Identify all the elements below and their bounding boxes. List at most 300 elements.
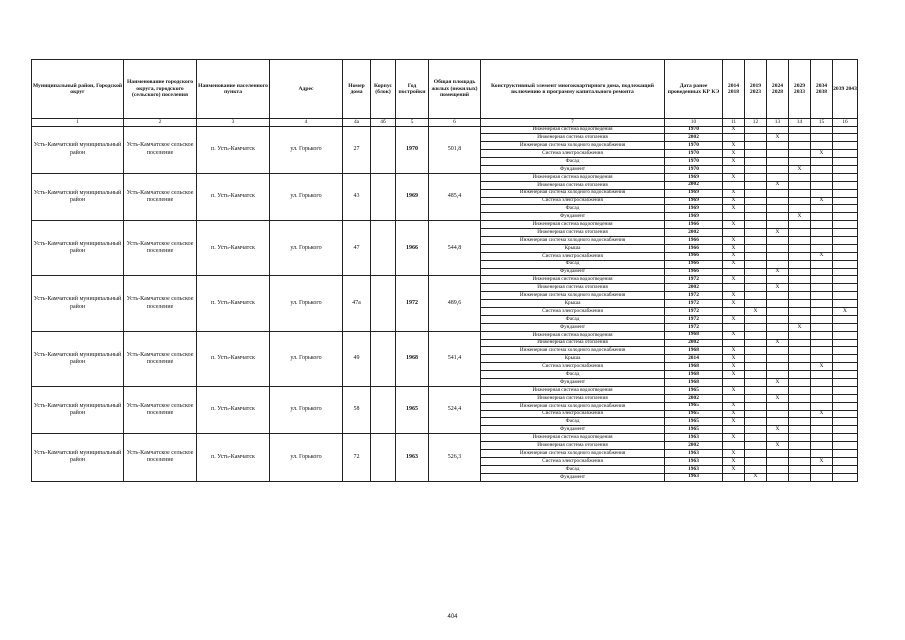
- house-number-cell: 43: [343, 173, 371, 220]
- period-mark-cell: [811, 323, 833, 331]
- repair-date-cell: 1966: [665, 252, 723, 260]
- repair-date-cell: 2014: [665, 355, 723, 363]
- header-period: 2034 2038: [811, 60, 833, 119]
- period-mark-cell: [811, 244, 833, 252]
- period-mark-cell: [789, 418, 811, 426]
- period-mark-cell: [811, 465, 833, 473]
- header-settlement: Наименование городского округа, городского (сельского) поселения: [124, 60, 197, 119]
- period-mark-cell: [833, 300, 858, 308]
- period-mark-cell: [811, 473, 833, 481]
- period-mark-cell: [833, 292, 858, 300]
- block-cell: [371, 331, 396, 386]
- period-mark-cell: [767, 434, 789, 442]
- period-mark-cell: [767, 418, 789, 426]
- period-mark-cell: Х: [723, 465, 745, 473]
- period-mark-cell: [745, 434, 767, 442]
- period-mark-cell: Х: [723, 189, 745, 197]
- period-mark-cell: Х: [723, 386, 745, 394]
- period-mark-cell: [767, 189, 789, 197]
- table-row: [32, 126, 858, 134]
- element-name-cell: Инженерная система отопления: [481, 181, 665, 189]
- period-mark-cell: [745, 213, 767, 221]
- element-name-cell: Инженерная система водоотведения: [481, 434, 665, 442]
- element-name-cell: Крыша: [481, 355, 665, 363]
- column-number: 1: [32, 119, 124, 127]
- table-row: [32, 221, 858, 229]
- period-mark-cell: Х: [767, 134, 789, 142]
- street-cell: ул. Горького: [270, 221, 343, 276]
- period-mark-cell: [767, 331, 789, 339]
- period-mark-cell: [811, 402, 833, 410]
- period-mark-cell: [833, 126, 858, 134]
- period-mark-cell: [833, 450, 858, 458]
- period-mark-cell: [833, 426, 858, 434]
- element-name-cell: Инженерная система водоотведения: [481, 386, 665, 394]
- period-mark-cell: [811, 339, 833, 347]
- header-area: Общая площадь жилых (нежилых) помещений: [429, 60, 481, 119]
- table-row: [32, 331, 858, 339]
- period-mark-cell: [833, 276, 858, 284]
- period-mark-cell: Х: [723, 150, 745, 158]
- district-cell: Усть-Камчатский муниципальный район: [32, 126, 124, 173]
- period-mark-cell: Х: [767, 442, 789, 450]
- header-block: Корпус (блок): [371, 60, 396, 119]
- element-name-cell: Система электроснабжения: [481, 252, 665, 260]
- period-mark-cell: [767, 197, 789, 205]
- repair-date-cell: 1968: [665, 331, 723, 339]
- period-mark-cell: [811, 450, 833, 458]
- period-mark-cell: [723, 307, 745, 315]
- header-period: 2024 2028: [767, 60, 789, 119]
- district-cell: Усть-Камчатский муниципальный район: [32, 173, 124, 220]
- period-mark-cell: [811, 300, 833, 308]
- period-mark-cell: [745, 244, 767, 252]
- period-mark-cell: [745, 379, 767, 387]
- period-mark-cell: [767, 150, 789, 158]
- period-mark-cell: [767, 355, 789, 363]
- repair-date-cell: 2002: [665, 339, 723, 347]
- period-mark-cell: [789, 442, 811, 450]
- period-mark-cell: [833, 465, 858, 473]
- house-number-cell: 58: [343, 386, 371, 433]
- period-mark-cell: [789, 450, 811, 458]
- period-mark-cell: [833, 244, 858, 252]
- settlement-cell: Усть-Камчатское сельское поселение: [124, 173, 197, 220]
- period-mark-cell: [745, 268, 767, 276]
- period-mark-cell: Х: [767, 229, 789, 237]
- period-mark-cell: [833, 315, 858, 323]
- period-mark-cell: [789, 236, 811, 244]
- element-name-cell: Инженерная система отопления: [481, 442, 665, 450]
- repair-date-cell: 2002: [665, 134, 723, 142]
- repair-date-cell: 1965: [665, 386, 723, 394]
- column-number: 4а: [343, 119, 371, 127]
- column-number: 5: [396, 119, 429, 127]
- element-name-cell: Инженерная система холодного водоснабжения: [481, 347, 665, 355]
- period-mark-cell: [811, 331, 833, 339]
- house-number-cell: 47а: [343, 276, 371, 331]
- period-mark-cell: Х: [745, 307, 767, 315]
- period-mark-cell: [767, 410, 789, 418]
- period-mark-cell: Х: [833, 307, 858, 315]
- period-mark-cell: [833, 205, 858, 213]
- period-mark-cell: [811, 426, 833, 434]
- element-name-cell: Инженерная система водоотведения: [481, 173, 665, 181]
- period-mark-cell: [811, 236, 833, 244]
- period-mark-cell: [833, 339, 858, 347]
- period-mark-cell: [767, 300, 789, 308]
- period-mark-cell: [745, 165, 767, 173]
- period-mark-cell: [745, 315, 767, 323]
- element-name-cell: Фундамент: [481, 379, 665, 387]
- period-mark-cell: Х: [723, 371, 745, 379]
- element-name-cell: Фасад: [481, 260, 665, 268]
- period-mark-cell: [745, 426, 767, 434]
- period-mark-cell: [833, 268, 858, 276]
- period-mark-cell: Х: [723, 221, 745, 229]
- period-mark-cell: [833, 457, 858, 465]
- settlement-cell: Усть-Камчатское сельское поселение: [124, 276, 197, 331]
- period-mark-cell: [789, 300, 811, 308]
- period-mark-cell: [811, 379, 833, 387]
- period-mark-cell: [767, 315, 789, 323]
- element-name-cell: Инженерная система холодного водоснабжения: [481, 402, 665, 410]
- element-name-cell: Система электроснабжения: [481, 150, 665, 158]
- repair-date-cell: 1968: [665, 379, 723, 387]
- column-number-row: [32, 119, 858, 127]
- header-year: Год постройки: [396, 60, 429, 119]
- period-mark-cell: [789, 465, 811, 473]
- period-mark-cell: [833, 394, 858, 402]
- period-mark-cell: Х: [767, 284, 789, 292]
- element-name-cell: Инженерная система водоотведения: [481, 126, 665, 134]
- header-period: 2029 2033: [789, 60, 811, 119]
- element-name-cell: Инженерная система холодного водоснабжения: [481, 236, 665, 244]
- period-mark-cell: [833, 473, 858, 481]
- period-mark-cell: Х: [723, 173, 745, 181]
- period-mark-cell: [767, 386, 789, 394]
- period-mark-cell: Х: [723, 402, 745, 410]
- period-mark-cell: [833, 347, 858, 355]
- column-number: 12: [745, 119, 767, 127]
- year-cell: 1970: [396, 126, 429, 173]
- period-mark-cell: [745, 402, 767, 410]
- period-mark-cell: [833, 229, 858, 237]
- period-mark-cell: [767, 205, 789, 213]
- period-mark-cell: [723, 284, 745, 292]
- period-mark-cell: [833, 165, 858, 173]
- period-mark-cell: [767, 457, 789, 465]
- district-cell: Усть-Камчатский муниципальный район: [32, 221, 124, 276]
- period-mark-cell: [745, 229, 767, 237]
- repair-date-cell: 2002: [665, 181, 723, 189]
- period-mark-cell: [745, 236, 767, 244]
- area-cell: 485,4: [429, 173, 481, 220]
- repair-date-cell: 1970: [665, 165, 723, 173]
- period-mark-cell: [745, 142, 767, 150]
- block-cell: [371, 276, 396, 331]
- repair-date-cell: 1972: [665, 292, 723, 300]
- page-number: 404: [447, 614, 458, 620]
- column-number: 3: [197, 119, 270, 127]
- period-mark-cell: [811, 158, 833, 166]
- period-mark-cell: [767, 402, 789, 410]
- period-mark-cell: Х: [723, 434, 745, 442]
- period-mark-cell: Х: [789, 213, 811, 221]
- street-cell: ул. Горького: [270, 173, 343, 220]
- period-mark-cell: [833, 434, 858, 442]
- period-mark-cell: [723, 473, 745, 481]
- period-mark-cell: Х: [723, 126, 745, 134]
- element-name-cell: Инженерная система водоотведения: [481, 221, 665, 229]
- period-mark-cell: Х: [723, 205, 745, 213]
- period-mark-cell: [833, 355, 858, 363]
- period-mark-cell: [723, 229, 745, 237]
- element-name-cell: Инженерная система водоотведения: [481, 276, 665, 284]
- period-mark-cell: [767, 276, 789, 284]
- repair-date-cell: 1963: [665, 450, 723, 458]
- period-mark-cell: [745, 457, 767, 465]
- element-name-cell: Инженерная система водоотведения: [481, 331, 665, 339]
- element-name-cell: Инженерная система отопления: [481, 134, 665, 142]
- period-mark-cell: [811, 418, 833, 426]
- period-mark-cell: [789, 347, 811, 355]
- period-mark-cell: [723, 394, 745, 402]
- repair-date-cell: 1969: [665, 173, 723, 181]
- period-mark-cell: [811, 173, 833, 181]
- column-number: 13: [767, 119, 789, 127]
- period-mark-cell: [723, 379, 745, 387]
- period-mark-cell: [811, 315, 833, 323]
- period-mark-cell: [811, 371, 833, 379]
- period-mark-cell: [811, 221, 833, 229]
- period-mark-cell: Х: [723, 300, 745, 308]
- element-name-cell: Инженерная система холодного водоснабжения: [481, 292, 665, 300]
- element-name-cell: Система электроснабжения: [481, 363, 665, 371]
- period-mark-cell: [789, 244, 811, 252]
- element-name-cell: Инженерная система холодного водоснабжения: [481, 450, 665, 458]
- period-mark-cell: [767, 473, 789, 481]
- period-mark-cell: [789, 181, 811, 189]
- block-cell: [371, 126, 396, 173]
- period-mark-cell: [833, 284, 858, 292]
- period-mark-cell: [789, 221, 811, 229]
- repair-date-cell: 1969: [665, 197, 723, 205]
- period-mark-cell: [745, 339, 767, 347]
- repair-date-cell: 1970: [665, 150, 723, 158]
- column-number: 4б: [371, 119, 396, 127]
- period-mark-cell: [789, 339, 811, 347]
- element-name-cell: Инженерная система холодного водоснабжения: [481, 189, 665, 197]
- column-number: 6: [429, 119, 481, 127]
- element-name-cell: Фундамент: [481, 268, 665, 276]
- period-mark-cell: Х: [811, 252, 833, 260]
- repair-date-cell: 2002: [665, 394, 723, 402]
- period-mark-cell: [745, 347, 767, 355]
- area-cell: 501,8: [429, 126, 481, 173]
- period-mark-cell: [789, 205, 811, 213]
- period-mark-cell: [789, 292, 811, 300]
- period-mark-cell: [745, 173, 767, 181]
- period-mark-cell: [789, 379, 811, 387]
- element-name-cell: Фасад: [481, 465, 665, 473]
- column-number: 2: [124, 119, 197, 127]
- element-name-cell: Фундамент: [481, 165, 665, 173]
- period-mark-cell: [745, 205, 767, 213]
- period-mark-cell: [745, 418, 767, 426]
- period-mark-cell: [767, 126, 789, 134]
- period-mark-cell: [745, 189, 767, 197]
- period-mark-cell: [723, 323, 745, 331]
- repair-date-cell: 1969: [665, 213, 723, 221]
- year-cell: 1966: [396, 221, 429, 276]
- period-mark-cell: [833, 197, 858, 205]
- street-cell: ул. Горького: [270, 386, 343, 433]
- column-number: 16: [833, 119, 858, 127]
- period-mark-cell: [723, 268, 745, 276]
- period-mark-cell: [833, 173, 858, 181]
- repair-date-cell: 2002: [665, 229, 723, 237]
- period-mark-cell: Х: [723, 410, 745, 418]
- district-cell: Усть-Камчатский муниципальный район: [32, 276, 124, 331]
- period-mark-cell: [745, 371, 767, 379]
- period-mark-cell: [745, 363, 767, 371]
- period-mark-cell: [833, 331, 858, 339]
- period-mark-cell: [745, 252, 767, 260]
- area-cell: 524,4: [429, 386, 481, 433]
- period-mark-cell: [811, 134, 833, 142]
- period-mark-cell: [833, 189, 858, 197]
- element-name-cell: Инженерная система холодного водоснабжения: [481, 142, 665, 150]
- year-cell: 1965: [396, 386, 429, 433]
- district-cell: Усть-Камчатский муниципальный район: [32, 386, 124, 433]
- period-mark-cell: [833, 221, 858, 229]
- period-mark-cell: Х: [789, 323, 811, 331]
- period-mark-cell: Х: [723, 252, 745, 260]
- capital-repair-table: [31, 59, 858, 482]
- element-name-cell: Фасад: [481, 315, 665, 323]
- repair-date-cell: 1966: [665, 236, 723, 244]
- locality-cell: п. Усть-Камчатск: [197, 126, 270, 173]
- column-number: 4: [270, 119, 343, 127]
- repair-date-cell: 1963: [665, 465, 723, 473]
- block-cell: [371, 221, 396, 276]
- period-mark-cell: [745, 158, 767, 166]
- period-mark-cell: [723, 213, 745, 221]
- period-mark-cell: [789, 363, 811, 371]
- period-mark-cell: [789, 158, 811, 166]
- table-row: [32, 276, 858, 284]
- element-name-cell: Фасад: [481, 371, 665, 379]
- repair-date-cell: 1966: [665, 221, 723, 229]
- period-mark-cell: Х: [723, 347, 745, 355]
- repair-date-cell: 1968: [665, 363, 723, 371]
- period-mark-cell: [789, 410, 811, 418]
- period-mark-cell: [745, 197, 767, 205]
- period-mark-cell: [745, 284, 767, 292]
- house-number-cell: 47: [343, 221, 371, 276]
- repair-date-cell: 1965: [665, 418, 723, 426]
- period-mark-cell: Х: [745, 473, 767, 481]
- period-mark-cell: [811, 268, 833, 276]
- repair-date-cell: 1970: [665, 126, 723, 134]
- period-mark-cell: [745, 292, 767, 300]
- period-mark-cell: [833, 236, 858, 244]
- header-period: 2039 2043: [833, 60, 858, 119]
- period-mark-cell: Х: [767, 268, 789, 276]
- year-cell: 1963: [396, 434, 429, 481]
- element-name-cell: Система электроснабжения: [481, 457, 665, 465]
- period-mark-cell: [767, 323, 789, 331]
- period-mark-cell: [745, 442, 767, 450]
- period-mark-cell: [789, 173, 811, 181]
- repair-date-cell: 1972: [665, 315, 723, 323]
- period-mark-cell: [767, 165, 789, 173]
- period-mark-cell: [789, 331, 811, 339]
- area-cell: 544,8: [429, 221, 481, 276]
- header-district: Муниципальный район, Городской округ: [32, 60, 124, 119]
- period-mark-cell: [723, 426, 745, 434]
- header-period: 2019 2023: [745, 60, 767, 119]
- repair-date-cell: 1969: [665, 205, 723, 213]
- locality-cell: п. Усть-Камчатск: [197, 221, 270, 276]
- period-mark-cell: [811, 181, 833, 189]
- element-name-cell: Фундамент: [481, 323, 665, 331]
- period-mark-cell: [745, 150, 767, 158]
- house-number-cell: 27: [343, 126, 371, 173]
- period-mark-cell: [833, 260, 858, 268]
- repair-date-cell: 1965: [665, 402, 723, 410]
- element-name-cell: Крыша: [481, 300, 665, 308]
- period-mark-cell: Х: [767, 181, 789, 189]
- period-mark-cell: [767, 260, 789, 268]
- period-mark-cell: [767, 450, 789, 458]
- element-name-cell: Система электроснабжения: [481, 410, 665, 418]
- period-mark-cell: [811, 165, 833, 173]
- period-mark-cell: Х: [723, 355, 745, 363]
- area-cell: 489,6: [429, 276, 481, 331]
- period-mark-cell: [767, 142, 789, 150]
- period-mark-cell: [789, 355, 811, 363]
- district-cell: Усть-Камчатский муниципальный район: [32, 434, 124, 481]
- period-mark-cell: [811, 442, 833, 450]
- period-mark-cell: [811, 229, 833, 237]
- period-mark-cell: [833, 158, 858, 166]
- period-mark-cell: [833, 418, 858, 426]
- period-mark-cell: [723, 339, 745, 347]
- period-mark-cell: [789, 268, 811, 276]
- period-mark-cell: [789, 197, 811, 205]
- period-mark-cell: [745, 300, 767, 308]
- element-name-cell: Инженерная система отопления: [481, 339, 665, 347]
- period-mark-cell: [745, 181, 767, 189]
- district-cell: Усть-Камчатский муниципальный район: [32, 331, 124, 386]
- repair-date-cell: 1966: [665, 260, 723, 268]
- period-mark-cell: [767, 465, 789, 473]
- period-mark-cell: Х: [723, 292, 745, 300]
- settlement-cell: Усть-Камчатское сельское поселение: [124, 221, 197, 276]
- year-cell: 1969: [396, 173, 429, 220]
- period-mark-cell: [833, 150, 858, 158]
- column-number: 7: [481, 119, 665, 127]
- period-mark-cell: [745, 134, 767, 142]
- period-mark-cell: Х: [811, 363, 833, 371]
- period-mark-cell: [767, 371, 789, 379]
- period-mark-cell: [723, 165, 745, 173]
- repair-date-cell: 2002: [665, 284, 723, 292]
- period-mark-cell: Х: [723, 450, 745, 458]
- element-name-cell: Фасад: [481, 205, 665, 213]
